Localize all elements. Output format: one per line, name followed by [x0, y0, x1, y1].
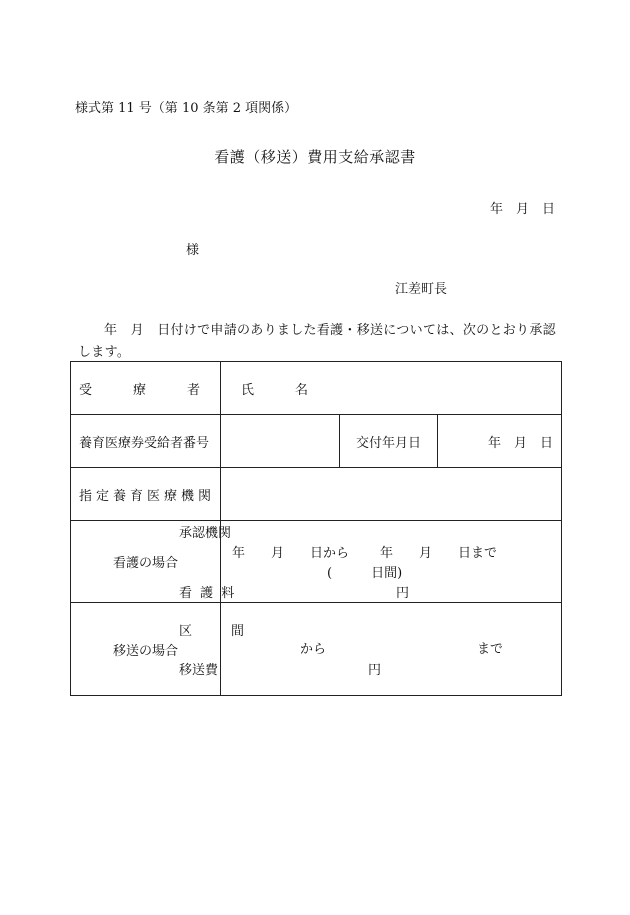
form-number: 様式第 11 号（第 10 条第 2 項関係）: [75, 101, 298, 116]
recipient-number-value[interactable]: [221, 415, 340, 468]
row-nursing: [71, 521, 562, 603]
nursing-fee-label: 看 護 料: [179, 586, 237, 601]
transport-section-label: 区 間: [179, 624, 245, 639]
nursing-days: ( 日間): [327, 566, 403, 581]
recipient-number-label: 養育医療券受給者番号: [71, 415, 221, 468]
issuer: 江差町長: [395, 282, 448, 297]
facility-label: 指定養育医療機関: [71, 468, 221, 521]
nursing-details: [221, 521, 562, 603]
issue-date-label: 交付年月日: [340, 415, 438, 468]
addressee-honorific: 様: [186, 243, 200, 258]
nursing-period-label: 承認機関: [179, 526, 232, 541]
nursing-period-to: 年 月 日まで: [380, 546, 498, 561]
transport-from: から: [300, 642, 327, 657]
nursing-period-from: 年 月 日から: [232, 546, 350, 561]
document-title: 看護（移送）費用支給承認書: [214, 148, 416, 166]
transport-fee-label: 移送費: [179, 663, 219, 678]
patient-name-label: 受 療 者 氏 名: [71, 362, 221, 415]
row-patient-name: [71, 362, 562, 415]
row-recipient-number: [71, 415, 562, 468]
issue-date-value: 年 月 日: [438, 415, 562, 468]
transport-details: [221, 603, 562, 696]
facility-value[interactable]: [221, 468, 562, 521]
body-text: 年 月 日付けで申請のありました看護・移送については、次のとおり承認します。: [78, 323, 556, 360]
transport-fee-unit: 円: [368, 663, 382, 678]
date-line: 年 月 日: [489, 202, 555, 217]
transport-label: 移送の場合: [112, 643, 178, 659]
nursing-label: 看護の場合: [112, 556, 178, 571]
transport-label-cell: [71, 603, 221, 696]
nursing-fee-unit: 円: [396, 586, 410, 601]
row-facility: [71, 468, 562, 521]
transport-to: まで: [477, 642, 504, 657]
